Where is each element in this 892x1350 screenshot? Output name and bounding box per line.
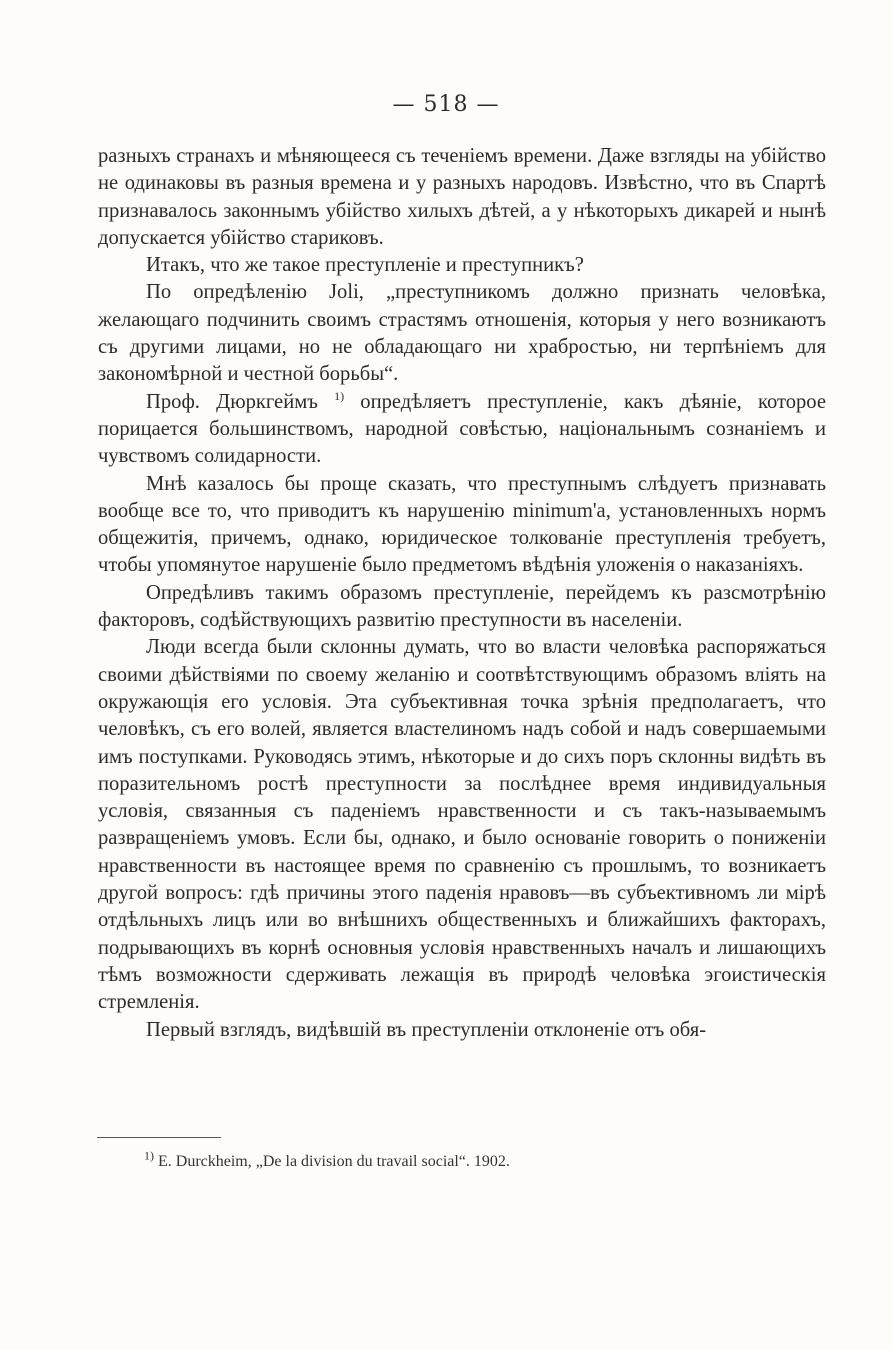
footnote-text: E. Durckheim, „De la division du travail social“. 1902.: [154, 1153, 510, 1170]
paragraph-text: По опредѣленію Joli, „преступникомъ должно признать человѣка, желающаго подчинить своимъ страстямъ отношенія, которыя у него возникаютъ съ другими лицами, но не обладающаго ни храбростью, ни терпѣніемъ для закономѣрной и честной борьбы“.: [98, 281, 826, 386]
paragraph-text: Первый взглядъ, видѣвшій въ преступленіи отклоненіе отъ обя-: [146, 1018, 707, 1041]
paragraph: [98, 580, 826, 635]
paragraph-text: Опредѣливъ такимъ образомъ преступленіе, перейдемъ къ разсмотрѣнію факторовъ, содѣйствующихъ развитію преступности въ населеніи.: [98, 581, 826, 632]
paragraph-text: опредѣляетъ преступленіе, какъ дѣяніе, которое порицается большинствомъ, народной совѣстью, національнымъ сознаніемъ и чувствомъ солидарности.: [98, 390, 826, 468]
paragraph: [98, 389, 826, 471]
paragraph-text: Итакъ, что же такое преступленіе и преступникъ?: [146, 254, 584, 277]
footnote-reference: 1): [334, 388, 345, 403]
paragraph-text: Люди всегда были склонны думать, что во власти человѣка распоряжаться своими дѣйствіями по своему желанію и соотвѣтствующимъ образомъ вліять на окружающія его условія. Эта субъективная точка зрѣнія предполагаетъ, что человѣкъ, съ его волей, является властелиномъ надъ собой и надъ совершаемыми имъ поступками. Руководясь этимъ, нѣкоторые и до сихъ поръ склонны видѣть въ поразительномъ ростѣ преступности за послѣднее время индивидуальныя условія, связанныя съ паденіемъ нравственности и съ такъ-называемымъ развращеніемъ умовъ. Если бы, однако, и было основаніе говорить о пониженіи нравственности въ настоящее время по сравненію съ прошлымъ, то возникаетъ другой вопросъ: гдѣ причины этого паденія нравовъ—въ субъективномъ ли мірѣ отдѣльныхъ лицъ или во внѣшнихъ общественныхъ и ближайшихъ факторахъ, подрывающихъ въ корнѣ основныя условія нравственныхъ началъ и лишающихъ тѣмъ возможности сдерживать лежащія въ природѣ человѣка эгоистическія стремленія.: [98, 636, 826, 1014]
paragraph: [98, 1017, 826, 1044]
footnote-divider: [97, 1137, 221, 1138]
paragraph-text: Мнѣ казалось бы проще сказать, что преступнымъ слѣдуетъ признавать вообще все то, что приводитъ къ нарушенію minimum'а, установленныхъ нормъ общежитія, причемъ, однако, юридическое толкованіе преступленія требуетъ, чтобы упомянутое нарушеніе было предметомъ вѣдѣнія уложенія о наказаніяхъ.: [98, 472, 826, 577]
footnote-marker: 1): [144, 1148, 154, 1163]
paragraph: [98, 279, 826, 388]
paragraph-text: разныхъ странахъ и мѣняющееся съ теченіемъ времени. Даже взгляды на убійство не одинаковы въ разныя времена и у разныхъ народовъ. Извѣстно, что въ Спартѣ признавалось законнымъ убійство хилыхъ дѣтей, а у нѣкоторыхъ дикарей и нынѣ допускается убійство стариковъ.: [98, 145, 826, 249]
paragraph: [98, 634, 826, 1016]
footnote: [144, 1148, 824, 1172]
paragraph: [98, 143, 826, 252]
paragraph-text: Проф. Дюркгеймъ: [146, 390, 335, 413]
body-text: [98, 143, 826, 1044]
paragraph: [98, 252, 826, 279]
page-number: — 518 —: [392, 92, 500, 117]
paragraph: [98, 471, 826, 580]
